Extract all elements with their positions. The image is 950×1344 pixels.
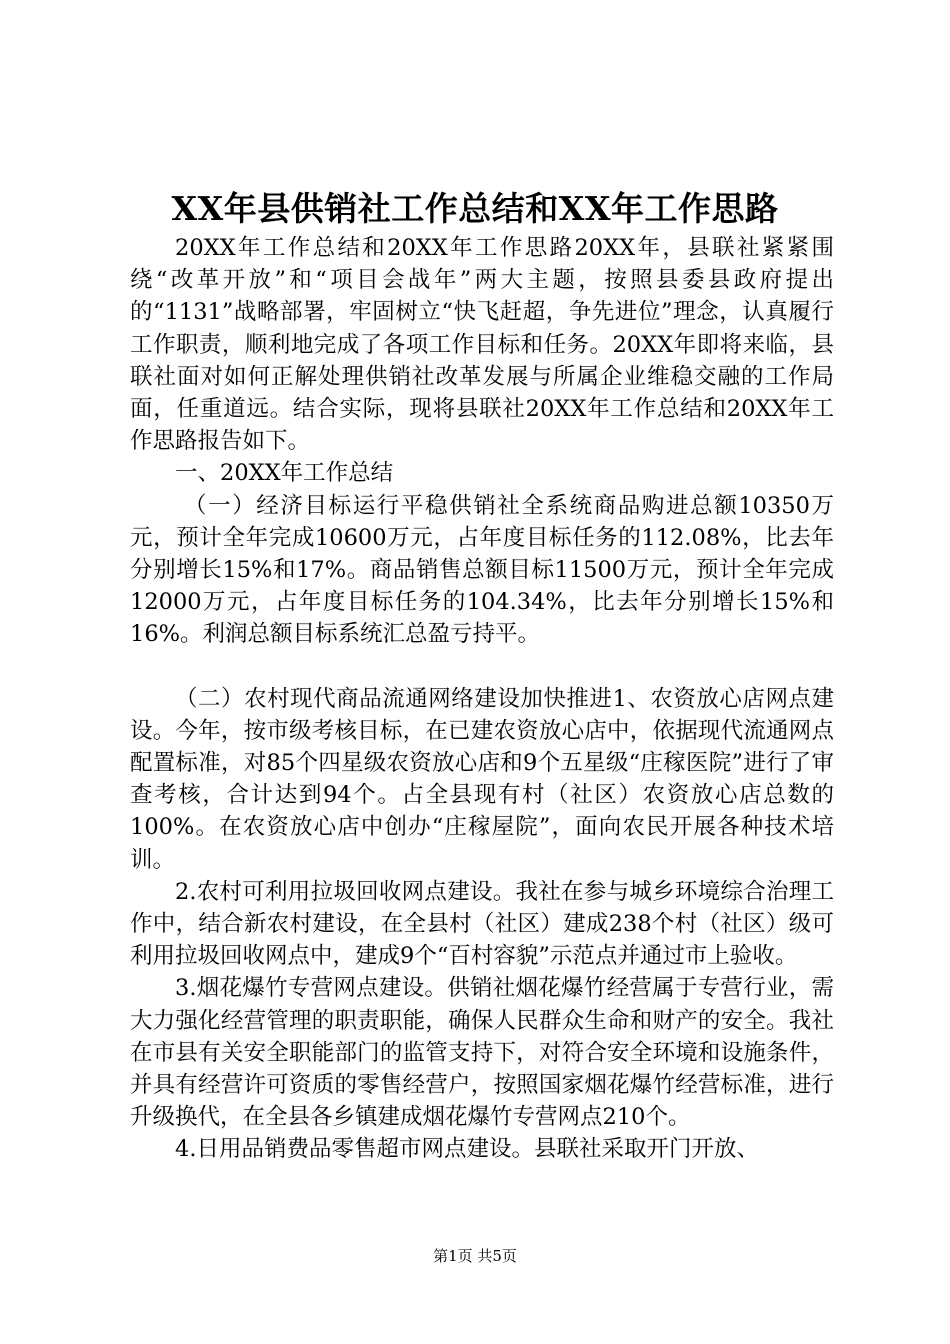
paragraph-economic-targets: （一）经济目标运行平稳供销社全系统商品购进总额10350万元，预计全年完成10600万元，占年度目标任务的112.08%，比去年分别增长15%和17%。商品销售总额目标11500万元，预计全年完成12000万元，占年度目标任务的104.34%，比去年分别增长15%和16%。利润总额目标系统汇总盈亏持平。 — [130, 492, 834, 648]
intro-paragraph: 20XX年工作总结和20XX年工作思路20XX年，县联社紧紧围绕“改革开放”和“项目会战年”两大主题，按照县委县政府提出的“1131”战略部署，牢固树立“快飞赶超，争先进位”理念，认真履行工作职责，顺利地完成了各项工作目标和任务。20XX年即将来临，县联社面对如何正解处理供销社改革发展与所属企业维稳交融的工作局面，任重道远。结合实际，现将县联社20XX年工作总结和20XX年工作思路报告如下。 — [130, 235, 834, 455]
paragraph-recycling: 2.农村可利用拉圾回收网点建设。我社在参与城乡环境综合治理工作中，结合新农村建设，在全县村（社区）建成238个村（社区）级可利用拉圾回收网点中，建成9个“百村容貌”示范点并通过市上验收。 — [130, 878, 834, 970]
paragraph-network-construction: （二）农村现代商品流通网络建设加快推进1、农资放心店网点建设。今年，按市级考核目标，在已建农资放心店中，依据现代流通网点配置标准，对85个四星级农资放心店和9个五星级“庄稼医院”进行了审查考核，合计达到94个。占全县现有村（社区）农资放心店总数的100%。在农资放心店中创办“庄稼屋院”，面向农民开展各种技术培训。 — [130, 685, 834, 873]
paragraph-fireworks: 3.烟花爆竹专营网点建设。供销社烟花爆竹经营属于专营行业，需大力强化经营管理的职责职能，确保人民群众生命和财产的安全。我社在市县有关安全职能部门的监管支持下，对符合安全环境和设施条件，并具有经营许可资质的零售经营户，按照国家烟花爆竹经营标准，进行升级换代，在全县各乡镇建成烟花爆竹专营网点210个。 — [130, 975, 834, 1131]
section-heading: 一、20XX年工作总结 — [175, 460, 394, 487]
paragraph-spacer — [130, 651, 834, 683]
page-footer: 第1页 共5页 — [433, 1247, 517, 1265]
paragraph-retail: 4.日用品销费品零售超市网点建设。县联社采取开门开放、 — [175, 1136, 759, 1163]
document-title: XX年县供销社工作总结和XX年工作思路 — [171, 189, 779, 228]
document-body — [130, 232, 834, 1166]
